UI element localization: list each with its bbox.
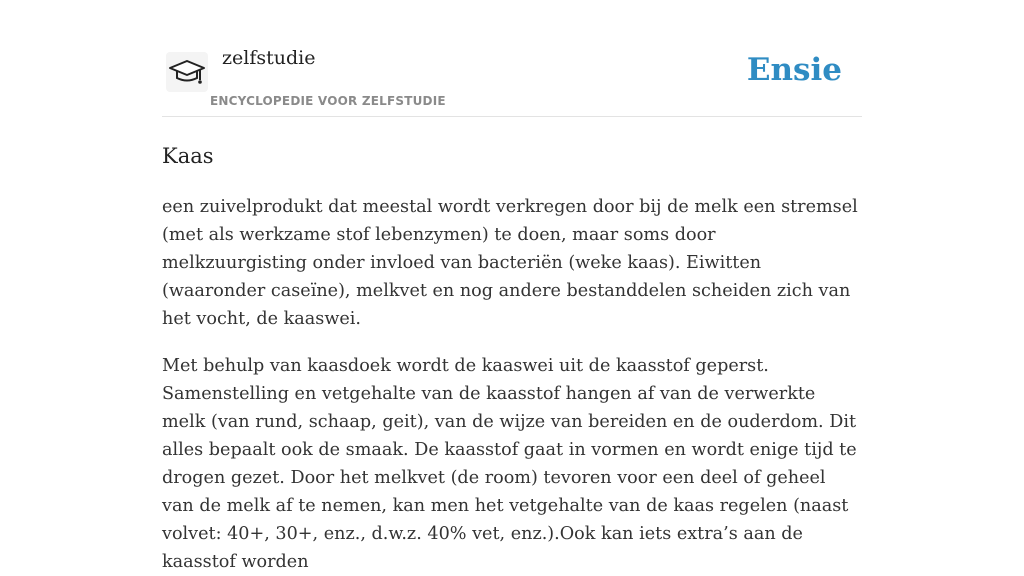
brand-logo-link[interactable]: Ensie	[746, 52, 842, 88]
page-title: Kaas	[162, 144, 214, 168]
site-header	[162, 0, 862, 117]
site-name[interactable]: zelfstudie	[222, 47, 316, 69]
graduation-cap-icon[interactable]	[166, 52, 208, 92]
article-paragraph: een zuivelprodukt dat meestal wordt verkregen door bij de melk een stremsel (met als werkzame stof lebenzymen) te doen, maar soms door melkzuurgisting onder invloed van bacteriën (weke kaas). Eiwitten (waaronder caseïne), melkvet en nog andere bestanddelen scheiden zich van het vocht, de kaaswei.	[162, 197, 858, 329]
article-paragraph: Met behulp van kaasdoek wordt de kaaswei uit de kaasstof geperst. Samenstelling en vetgehalte van de kaasstof hangen af van de verwerkte melk (van rund, schaap, geit), van de wijze van bereiden en de ouderdom. Dit alles bepaalt ook de smaak. De kaasstof gaat in vormen en wordt enige tijd te drogen gezet. Door het melkvet (de room) tevoren voor een deel of geheel van de melk af te nemen, kan men het vetgehalte van de kaas regelen (naast volvet: 40+, 30+, enz., d.w.z. 40% vet, enz.).Ook kan iets extra’s aan de kaasstof worden	[162, 356, 857, 572]
article-body	[162, 193, 862, 576]
site-tagline: ENCYCLOPEDIE VOOR ZELFSTUDIE	[210, 94, 446, 108]
main-container	[162, 0, 862, 576]
